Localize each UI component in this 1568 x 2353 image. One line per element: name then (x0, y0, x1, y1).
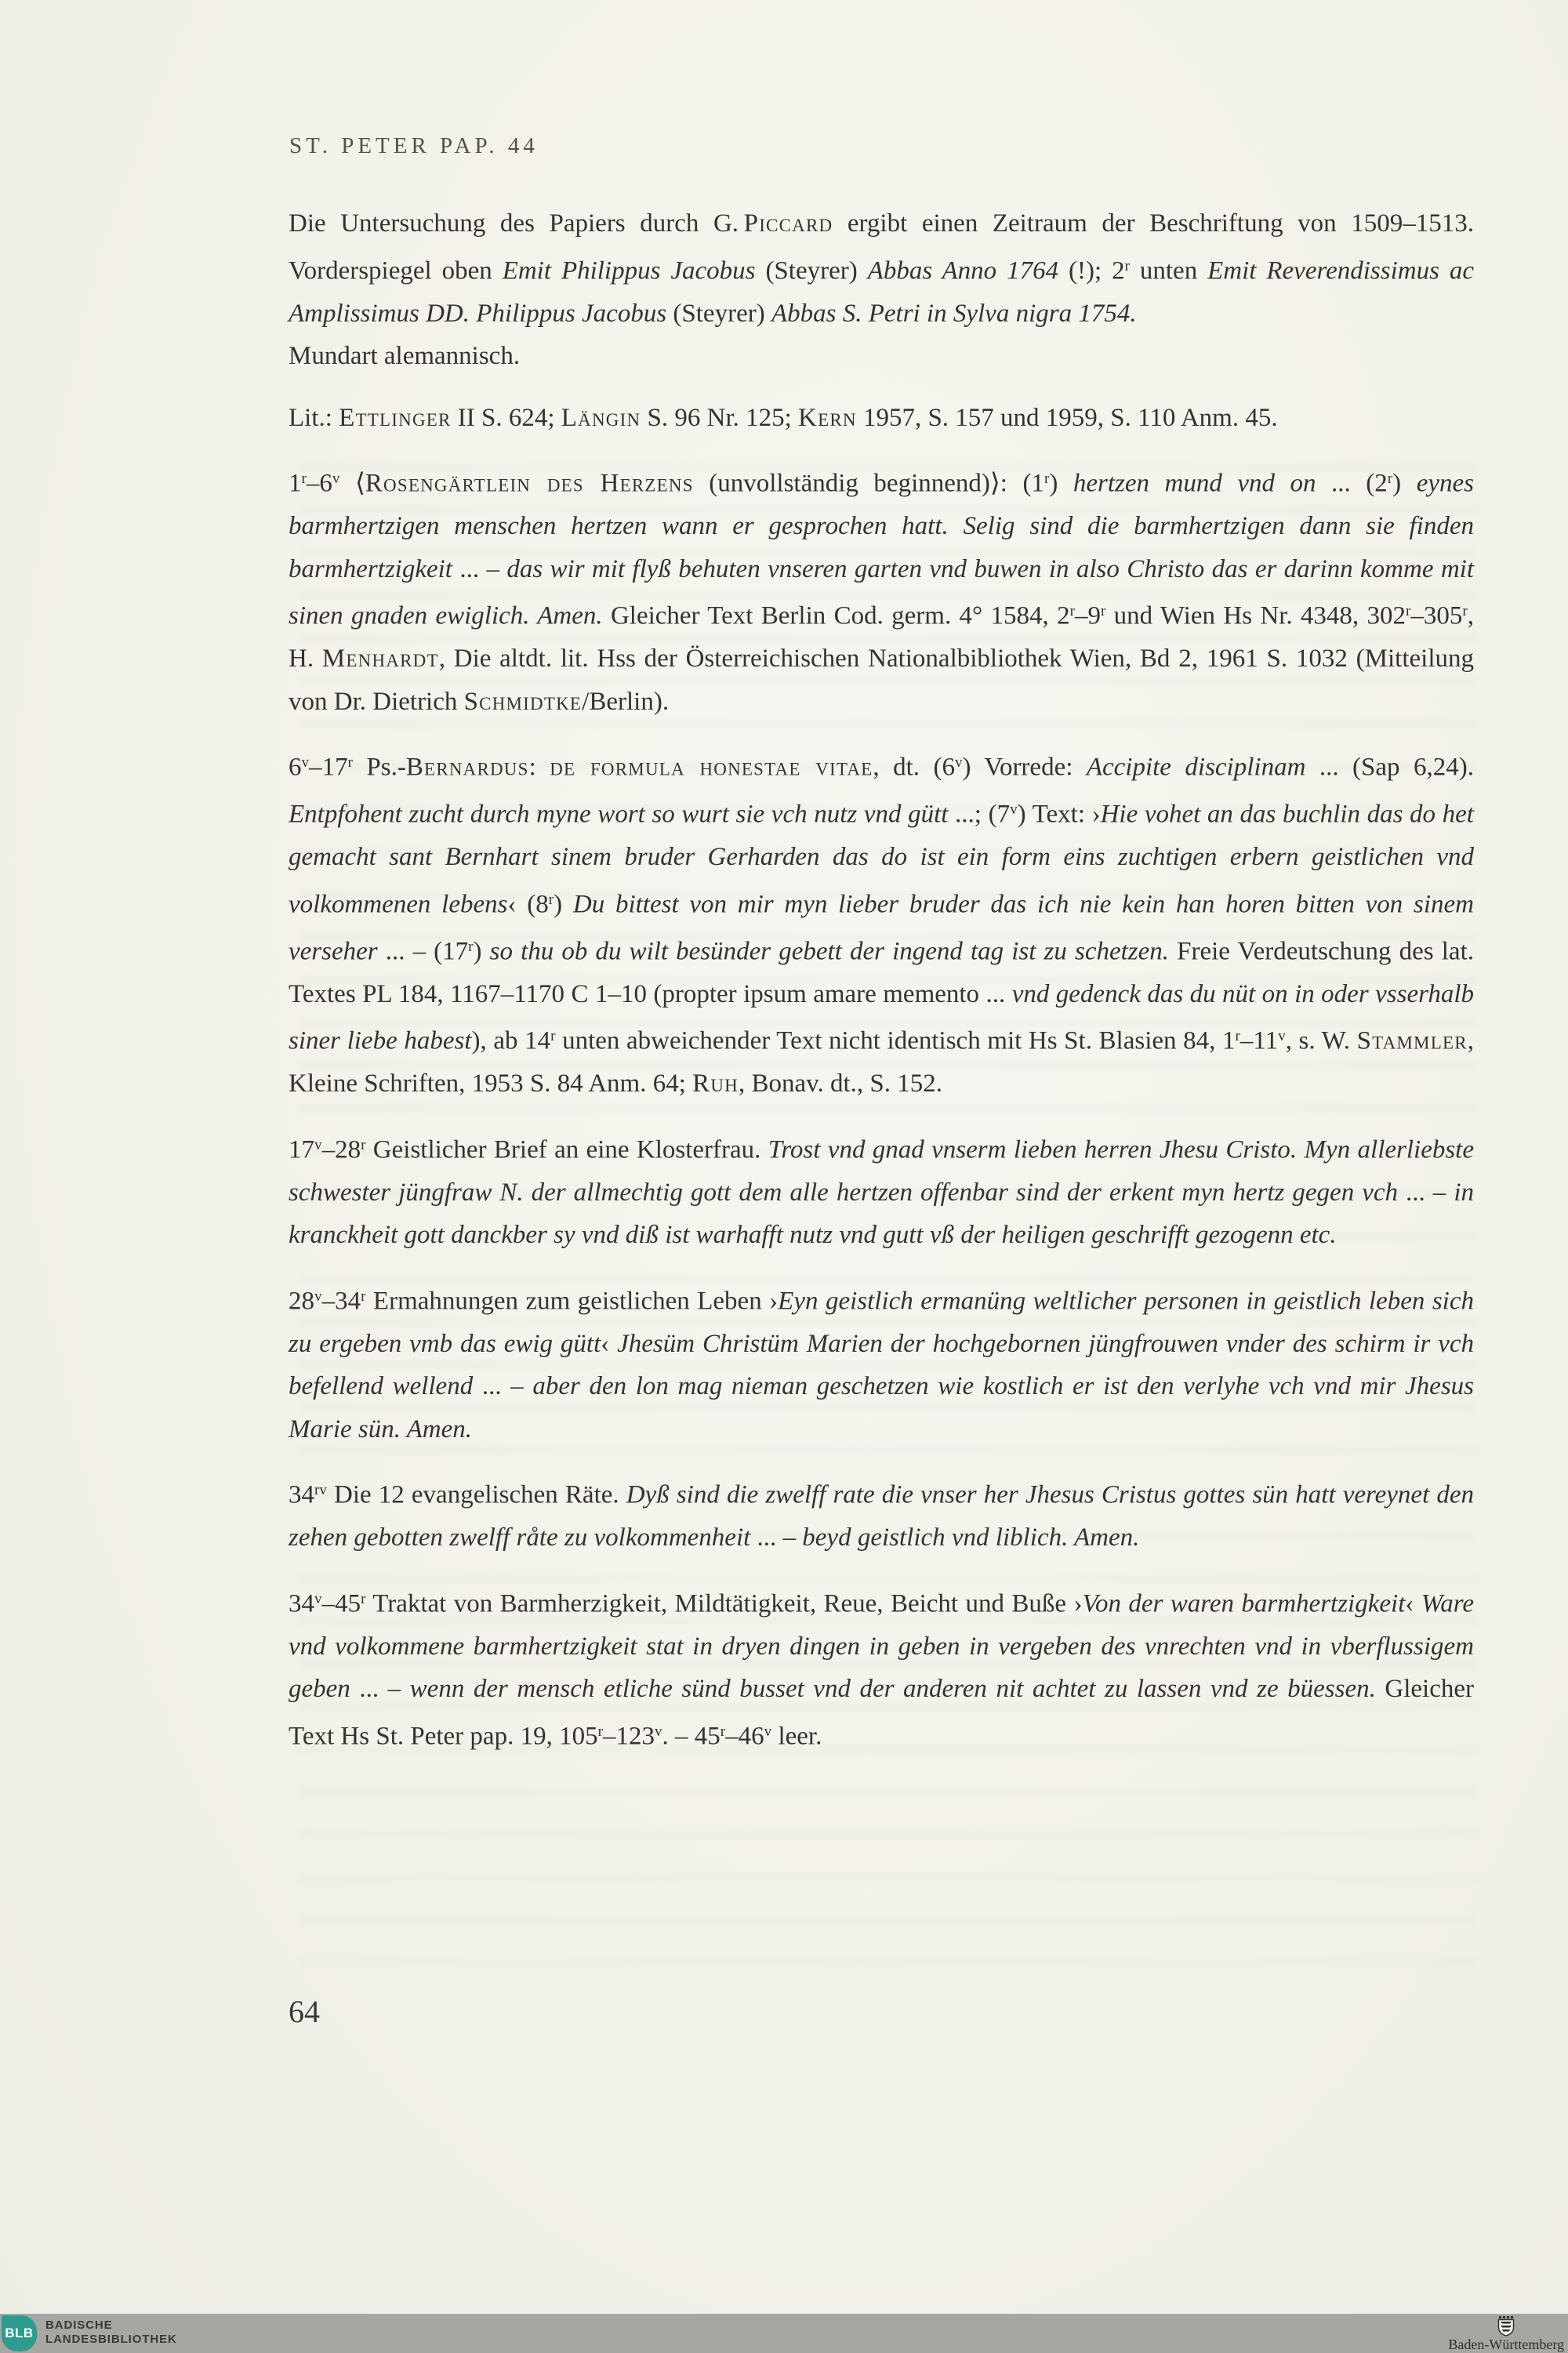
catalog-entry-body (289, 202, 1474, 1758)
section-34rv: $34^{rv}$ Die 12 evangelischen Räte. Dyß sind die zwelff rate die vnser her Jhesus Cristus gottes sün hatt vereynet den zehen gebotten zwelff råte zu volkommenheit ... – beyd geistlich vnd liblich. Amen. (289, 1480, 1474, 1552)
section-17v-28r: 17$^v$–28$^r$ Geistlicher Brief an eine Klosterfrau. Trost vnd gnad vnserm lieben herren Jhesu Cristo. Myn allerliebste schwester jüngfraw N. der allmechtig gott dem alle hertzen offenbar sind der erkent myn hertz gegen vch ... – in kranckheit gott danckber sy vnd diß ist warhafft nutz vnd gutt vß der heiligen geschrifft gezogenn etc. (289, 1135, 1474, 1250)
blb-logo-label: BLB (5, 2326, 34, 2340)
section-1r-6v: 1$^r$–6$^v$ ⟨Rosengärtlein des Herzens (unvollständig beginnend)⟩: (1$^r$) hertzen mund vnd on ... (2$^r$) eynes barmhertzigen menschen hertzen wann er gesprochen hatt. Selig sind die barmhertzigen dann sie finden barmhertzigkeit ... – das wir mit flyß behuten vnseren garten vnd buwen in also Christo das er darinn komme mit sinen gnaden ewiglich. Amen. Gleicher Text Berlin Cod. germ. 4° 1584, 2$^r$–9$^r$ und Wien Hs Nr. 4348, 302$^r$–305$^r$, H. Menhardt, Die altdt. lit. Hss der Österreichischen Nationalbibliothek Wien, Bd 2, 1961 S. 1032 (Mitteilung von Dr. Dietrich Schmidtke/Berlin). (289, 469, 1475, 716)
running-head: ST. PETER PAP. 44 (289, 133, 539, 158)
blb-logo-icon (2, 2315, 37, 2351)
library-name-line2: LANDESBIBLIOTHEK (45, 2333, 177, 2346)
region-label: Baden-Württemberg (1448, 2337, 1564, 2352)
library-name (45, 2319, 177, 2347)
paragraph-dialect: Mundart alemannisch. (289, 342, 521, 371)
baden-wuerttemberg-coat-of-arms-icon (1497, 2316, 1515, 2337)
section-34v-45r: 34$^v$–45$^r$ Traktat von Barmherzigkeit, Mildtätigkeit, Reue, Beicht und Buße ›Von der waren barmhertzigkeit‹ Ware vnd volkommene barmhertzigkeit stat in dryen dingen in geben in vergeben des vnrechten vnd in vberflussigem geben ... – wenn der mensch etliche sünd busset vnd der anderen nit achtet zu lassen vnd ze büessen. Gleicher Text Hs St. Peter pap. 19, 105$^r$–123$^v$. – 45$^r$–46$^v$ leer. (289, 1589, 1474, 1751)
paragraph-literature: Lit.: Ettlinger II S. 624; Längin S. 96 Nr. 125; Kern 1957, S. 157 und 1959, S. 110 Anm. 45. (289, 403, 1278, 432)
section-6v-17r: 6$^v$–17$^r$ Ps.-Bernardus: de formula honestae vitae, dt. (6$^v$) Vorrede: Accipite disciplinam ... (Sap 6,24). Entpfohent zucht durch myne wort so wurt sie vch nutz vnd gütt ...; (7$^v$) Text: ›Hie vohet an das buchlin das do het gemacht sant Bernhart sinem bruder Gerharden das do ist ein form eins zuchtigen erbern geistlichen vnd volkommenen lebens‹ (8$^r$) Du bittest von mir myn lieber bruder das ich nie kein han horen bitten von sinem verseher ... – (17$^r$) so thu ob du wilt besünder gebett der ingend tag ist zu schetzen. Freie Verdeutschung des lat. Textes PL 184, 1167–1170 C 1–10 (propter ipsum amare memento ... vnd gedenck das du nüt on in oder vsserhalb siner liebe habest), ab 14$^r$ unten abweichender Text nicht identisch mit Hs St. Blasien 84, 1$^r$–11$^v$, s. W. Stammler, Kleine Schriften, 1953 S. 84 Anm. 64; Ruh, Bonav. dt., S. 152. (289, 753, 1475, 1098)
footer-bar (0, 2314, 1568, 2353)
library-name-line1: BADISCHE (45, 2319, 113, 2332)
baden-wuerttemberg-block (1448, 2316, 1564, 2352)
paragraph-provenance: Die Untersuchung des Papiers durch G. Piccard ergibt einen Zeitraum der Beschriftung von 1509–1513. Vorderspiegel oben Emit Philippus Jacobus (Steyrer) Abbas Anno 1764 (!); 2$^r$ unten Emit Reverendissimus ac Amplissimus DD. Philippus Jacobus (Steyrer) Abbas S. Petri in Sylva nigra 1754. (289, 209, 1475, 328)
section-28v-34r: 28$^v$–34$^r$ Ermahnungen zum geistlichen Leben ›Eyn geistlich ermanüng weltlicher personen in geistlich leben sich zu ergeben vmb das ewig gütt‹ Jhesüm Christüm Marien der hochgebornen jüngfrouwen vnder des schirm ir vch befellend wellend ... – aber den lon mag nieman geschetzen wie kostlich er ist den verlyhe vch vnd mir Jhesus Marie sün. Amen. (289, 1287, 1475, 1443)
page-number: 64 (289, 1994, 320, 2029)
